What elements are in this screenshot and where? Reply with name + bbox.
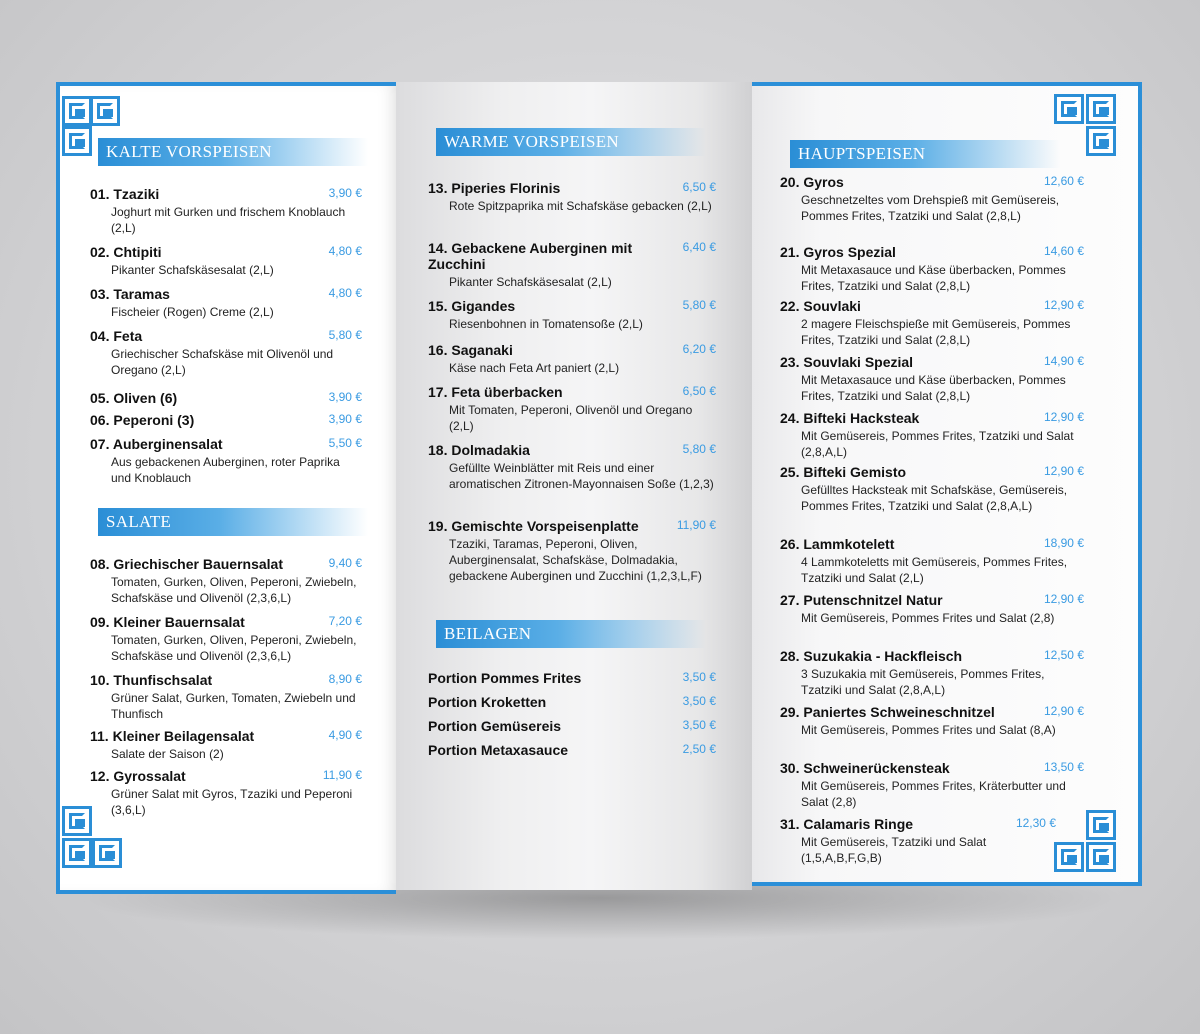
menu-item: [780, 760, 1084, 810]
item-description: Mit Metaxasauce und Käse überbacken, Pommes Frites, Tzatziki und Salat (2,8,L): [801, 373, 1066, 403]
greek-key-ornament-icon: [1054, 842, 1084, 872]
menu-item: [780, 592, 1084, 626]
item-price: 5,50 €: [328, 436, 362, 450]
menu-item: [90, 672, 362, 722]
item-price: 3,90 €: [328, 412, 362, 426]
item-name: 13. Piperies Florinis: [428, 180, 561, 196]
item-price: 2,50 €: [682, 742, 716, 756]
side-item: [428, 694, 716, 710]
item-description: Mit Gemüsereis, Tzatziki und Salat (1,5,A,B,F,G,B): [801, 835, 987, 865]
item-price: 3,50 €: [682, 718, 716, 732]
menu-item: [90, 728, 362, 762]
item-name: 30. Schweinerückensteak: [780, 760, 950, 776]
menu-item: [90, 556, 362, 606]
item-price: 12,90 €: [1043, 464, 1084, 478]
item-price: 11,90 €: [676, 518, 716, 532]
item-name: 16. Saganaki: [428, 342, 513, 358]
greek-key-ornament-icon: [1086, 842, 1116, 872]
menu-item: [428, 442, 716, 492]
menu-item: [780, 354, 1084, 404]
item-price: 12,60 €: [1043, 174, 1084, 188]
greek-key-ornament-icon: [1054, 94, 1084, 124]
item-name: Portion Pommes Frites: [428, 670, 582, 686]
item-price: 13,50 €: [1043, 760, 1084, 774]
middle-panel: [396, 82, 752, 890]
item-description: Mit Gemüsereis, Pommes Frites, Tzatziki und Salat (2,8,A,L): [801, 429, 1074, 459]
greek-key-ornament-icon: [62, 126, 92, 156]
item-description: 3 Suzukakia mit Gemüsereis, Pommes Frites, Tzatziki und Salat (2,8,A,L): [801, 667, 1045, 697]
item-name: 18. Dolmadakia: [428, 442, 530, 458]
item-name: 07. Auberginensalat: [90, 436, 223, 452]
item-price: 12,50 €: [1043, 648, 1084, 662]
item-description: Rote Spitzpaprika mit Schafskäse gebacken (2,L): [449, 199, 712, 213]
menu-item: [90, 286, 362, 320]
menu-item: [428, 298, 716, 332]
item-name: 11. Kleiner Beilagensalat: [90, 728, 255, 744]
item-price: 5,80 €: [682, 442, 716, 456]
item-description: 4 Lammkoteletts mit Gemüsereis, Pommes Frites, Tzatziki und Salat (2,L): [801, 555, 1068, 585]
item-description: Gefüllte Weinblätter mit Reis und einer aromatischen Zitronen-Mayonnaisen Soße (1,2,3): [449, 461, 714, 491]
item-price: 4,80 €: [328, 286, 362, 300]
item-name: 22. Souvlaki: [780, 298, 861, 314]
item-name: 29. Paniertes Schweineschnitzel: [780, 704, 995, 720]
greek-key-ornament-icon: [1086, 126, 1116, 156]
item-name: 24. Bifteki Hacksteak: [780, 410, 920, 426]
item-price: 4,90 €: [328, 728, 362, 742]
item-price: 5,80 €: [682, 298, 716, 312]
item-name: 15. Gigandes: [428, 298, 516, 314]
menu-item: [90, 614, 362, 664]
section-heading-kalte-vorspeisen: KALTE VORSPEISEN: [98, 138, 368, 166]
item-name: 31. Calamaris Ringe: [780, 816, 914, 832]
item-price: 18,90 €: [1043, 536, 1084, 550]
item-price: 6,20 €: [682, 342, 716, 356]
item-description: Grüner Salat, Gurken, Tomaten, Zwiebeln und Thunfisch: [111, 691, 356, 721]
item-description: Joghurt mit Gurken und frischem Knoblauch (2,L): [111, 205, 346, 235]
item-price: 8,90 €: [328, 672, 362, 686]
greek-key-ornament-icon: [62, 838, 92, 868]
menu-item: [90, 390, 362, 406]
item-name: 05. Oliven (6): [90, 390, 178, 406]
menu-item: [90, 244, 362, 278]
item-name: 17. Feta überbacken: [428, 384, 563, 400]
item-name: 08. Griechischer Bauernsalat: [90, 556, 283, 572]
side-item: [428, 670, 716, 686]
item-description: Griechischer Schafskäse mit Olivenöl und Oregano (2,L): [111, 347, 334, 377]
section-heading-warme-vorspeisen: WARME VORSPEISEN: [436, 128, 706, 156]
menu-item: [780, 536, 1084, 586]
item-name: 21. Gyros Spezial: [780, 244, 896, 260]
item-description: Mit Metaxasauce und Käse überbacken, Pommes Frites, Tzatziki und Salat (2,8,L): [801, 263, 1066, 293]
item-description: Gefülltes Hacksteak mit Schafskäse, Gemüsereis, Pommes Frites, Tzatziki und Salat (2,8,A,L): [801, 483, 1068, 513]
menu-item: [90, 186, 362, 236]
item-description: Salate der Saison (2): [111, 747, 224, 761]
item-name: 10. Thunfischsalat: [90, 672, 213, 688]
item-description: Pikanter Schafskäsesalat (2,L): [111, 263, 274, 277]
item-description: Aus gebackenen Auberginen, roter Paprika und Knoblauch: [111, 455, 340, 485]
menu-item: [780, 648, 1084, 698]
menu-item: [428, 240, 716, 290]
item-description: 2 magere Fleischspieße mit Gemüsereis, Pommes Frites, Tzatziki und Salat (2,8,L): [801, 317, 1071, 347]
item-name: 26. Lammkotelett: [780, 536, 895, 552]
item-price: 12,30 €: [1015, 816, 1056, 830]
item-price: 3,90 €: [328, 390, 362, 404]
item-name: 04. Feta: [90, 328, 143, 344]
greek-key-ornament-icon: [62, 96, 92, 126]
item-price: 6,40 €: [682, 240, 716, 254]
item-description: Mit Gemüsereis, Pommes Frites und Salat (8,A): [801, 723, 1056, 737]
item-name: 25. Bifteki Gemisto: [780, 464, 907, 480]
item-price: 14,90 €: [1043, 354, 1084, 368]
menu-item: [780, 816, 1056, 866]
item-price: 9,40 €: [328, 556, 362, 570]
menu-item: [428, 384, 716, 434]
section-heading-beilagen: BEILAGEN: [436, 620, 706, 648]
item-name: Portion Metaxasauce: [428, 742, 569, 758]
item-price: 12,90 €: [1043, 410, 1084, 424]
item-description: Mit Gemüsereis, Pommes Frites und Salat (2,8): [801, 611, 1055, 625]
side-item: [428, 718, 716, 734]
item-price: 3,50 €: [682, 694, 716, 708]
item-price: 12,90 €: [1043, 704, 1084, 718]
greek-key-ornament-icon: [90, 96, 120, 126]
greek-key-ornament-icon: [1086, 94, 1116, 124]
greek-key-ornament-icon: [92, 838, 122, 868]
menu-item: [780, 410, 1084, 460]
item-description: Mit Gemüsereis, Pommes Frites, Kräterbutter und Salat (2,8): [801, 779, 1066, 809]
menu-brochure: [56, 76, 1142, 896]
item-name: 09. Kleiner Bauernsalat: [90, 614, 245, 630]
section-heading-salate: SALATE: [98, 508, 368, 536]
menu-item: [428, 518, 716, 584]
left-panel: [56, 82, 396, 894]
item-price: 12,90 €: [1043, 592, 1084, 606]
right-panel: [752, 82, 1142, 886]
item-price: 12,90 €: [1043, 298, 1084, 312]
item-description: Käse nach Feta Art paniert (2,L): [449, 361, 620, 375]
item-description: Tzaziki, Taramas, Peperoni, Oliven, Auberginensalat, Schafskäse, Dolmadakia, gebackene Auberginen und Zucchini (1,2,3,L,F): [449, 537, 702, 583]
item-description: Tomaten, Gurken, Oliven, Peperoni, Zwiebeln, Schafskäse und Olivenöl (2,3,6,L): [111, 575, 357, 605]
item-price: 3,50 €: [682, 670, 716, 684]
item-name: 28. Suzukakia - Hackfleisch: [780, 648, 963, 664]
item-name: 20. Gyros: [780, 174, 844, 190]
menu-item: [90, 328, 362, 378]
menu-item: [90, 436, 362, 486]
item-description: Geschnetzeltes vom Drehspieß mit Gemüsereis, Pommes Frites, Tzatziki und Salat (2,8,L): [801, 193, 1060, 223]
item-price: 11,90 €: [322, 768, 362, 782]
side-item: [428, 742, 716, 758]
item-name: 06. Peperoni (3): [90, 412, 195, 428]
section-heading-hauptspeisen: HAUPTSPEISEN: [790, 140, 1060, 168]
menu-item: [428, 180, 716, 214]
item-name: 02. Chtipiti: [90, 244, 162, 260]
item-price: 3,90 €: [328, 186, 362, 200]
item-name: 19. Gemischte Vorspeisenplatte: [428, 518, 639, 534]
item-name: 23. Souvlaki Spezial: [780, 354, 914, 370]
item-price: 6,50 €: [682, 180, 716, 194]
item-price: 6,50 €: [682, 384, 716, 398]
item-name: Portion Gemüsereis: [428, 718, 562, 734]
menu-item: [90, 412, 362, 428]
item-description: Tomaten, Gurken, Oliven, Peperoni, Zwiebeln, Schafskäse und Olivenöl (2,3,6,L): [111, 633, 357, 663]
menu-item: [780, 464, 1084, 514]
item-name: 01. Tzaziki: [90, 186, 160, 202]
item-name: 27. Putenschnitzel Natur: [780, 592, 943, 608]
item-description: Mit Tomaten, Peperoni, Olivenöl und Oregano (2,L): [449, 403, 693, 433]
item-description: Fischeier (Rogen) Creme (2,L): [111, 305, 274, 319]
item-name: 14. Gebackene Auberginen mit Zucchini: [428, 240, 633, 272]
item-name: 03. Taramas: [90, 286, 170, 302]
item-name: Portion Kroketten: [428, 694, 547, 710]
item-price: 4,80 €: [328, 244, 362, 258]
menu-item: [428, 342, 716, 376]
greek-key-ornament-icon: [1086, 810, 1116, 840]
item-name: 12. Gyrossalat: [90, 768, 186, 784]
item-description: Grüner Salat mit Gyros, Tzaziki und Peperoni (3,6,L): [111, 787, 353, 817]
item-description: Pikanter Schafskäsesalat (2,L): [449, 275, 612, 289]
menu-item: [780, 174, 1084, 224]
item-description: Riesenbohnen in Tomatensoße (2,L): [449, 317, 643, 331]
item-price: 5,80 €: [328, 328, 362, 342]
item-price: 14,60 €: [1043, 244, 1084, 258]
menu-item: [780, 704, 1084, 738]
menu-item: [780, 298, 1084, 348]
menu-item: [90, 768, 362, 818]
greek-key-ornament-icon: [62, 806, 92, 836]
item-price: 7,20 €: [328, 614, 362, 628]
menu-item: [780, 244, 1084, 294]
